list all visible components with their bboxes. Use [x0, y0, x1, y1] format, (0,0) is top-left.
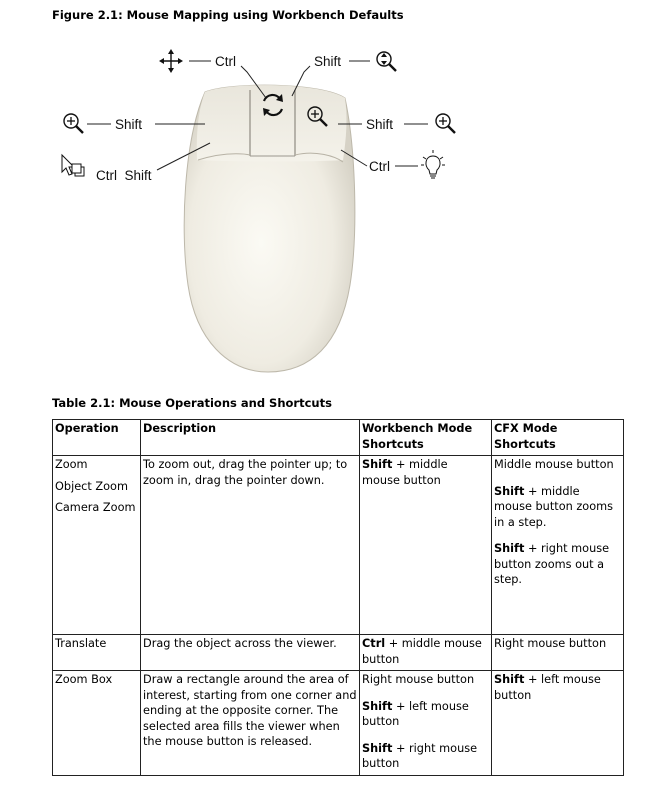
- mouse-illustration: [184, 85, 355, 372]
- shortcut-text: + left mouse button: [362, 699, 469, 728]
- ctrl-right-label: Ctrl: [369, 159, 390, 174]
- select-cursor-icon: [62, 155, 84, 176]
- cell-description: [141, 456, 360, 635]
- header-operation: Operation: [53, 420, 141, 456]
- desc-zoom-box: Draw a rectangle around the area of interest, starting from one corner and ending at the opposite corner. The selected area fills the viewer when the mouse button is released.: [143, 673, 357, 748]
- shortcut-text: + middle mouse button: [362, 637, 482, 666]
- table-row-translate: [53, 635, 624, 671]
- wb-zoombox-2: [362, 699, 489, 730]
- header-cfx: CFX Mode Shortcuts: [492, 420, 624, 456]
- key-ctrl: Ctrl: [362, 637, 386, 650]
- shortcut-text: + left mouse button: [494, 673, 601, 702]
- cfx-zoom-2: [494, 484, 621, 531]
- table-row-zoom: [53, 456, 624, 635]
- key-shift: Shift: [494, 484, 525, 498]
- header-workbench: Workbench Mode Shortcuts: [360, 420, 492, 456]
- cell-workbench: [360, 635, 492, 671]
- wb-zoombox-1: Right mouse button: [362, 673, 475, 686]
- shift-top-label: Shift: [314, 54, 342, 69]
- ctrl-top-label: Ctrl: [215, 54, 236, 69]
- mouse-operations-table: [52, 419, 624, 776]
- key-shift: Shift: [494, 673, 525, 686]
- key-shift: Shift: [362, 458, 393, 471]
- cfx-zoombox: [494, 672, 621, 703]
- cell-description: Drag the object across the viewer.: [141, 635, 360, 671]
- shortcut-text: + middle mouse button: [362, 458, 448, 487]
- light-bulb-icon: [421, 150, 445, 178]
- cell-workbench: [360, 456, 492, 635]
- zoom-in-icon: [64, 114, 83, 133]
- op-camera-zoom: Camera Zoom: [55, 501, 136, 514]
- table-header-row: [53, 420, 624, 456]
- wb-zoom: [362, 457, 489, 488]
- shortcut-text: + middle mouse button zooms in a step.: [494, 484, 613, 529]
- header-description: Description: [141, 420, 360, 456]
- zoom-step-icon: [377, 52, 396, 71]
- table-row-zoom-box: [53, 671, 624, 776]
- cell-operation: Zoom Box: [53, 671, 141, 776]
- move-icon: [159, 49, 183, 73]
- wb-zoombox-3: [362, 741, 489, 772]
- cell-cfx: [492, 671, 624, 776]
- cell-operation: Translate: [53, 635, 141, 671]
- ctrl-shift-left-label: Ctrl Shift: [96, 168, 152, 183]
- wb-translate: [362, 636, 489, 667]
- op-object-zoom: Object Zoom: [55, 479, 128, 493]
- desc-zoom: To zoom out, drag the pointer up; to zoom in, drag the pointer down.: [143, 458, 348, 487]
- zoom-box-icon: [436, 114, 455, 133]
- cfx-zoom-3: [494, 541, 621, 588]
- cfx-zoom-1: Middle mouse button: [494, 458, 614, 471]
- cell-workbench: [360, 671, 492, 776]
- table-caption: Table 2.1: Mouse Operations and Shortcuts: [52, 396, 332, 410]
- shift-left-label: Shift: [115, 117, 143, 132]
- cell-cfx: Right mouse button: [492, 635, 624, 671]
- key-shift: Shift: [494, 542, 525, 555]
- cell-operation: [53, 456, 141, 635]
- key-shift: Shift: [362, 741, 393, 755]
- mouse-mapping-figure: [0, 0, 670, 390]
- cell-cfx: [492, 456, 624, 635]
- shift-right-label: Shift: [366, 117, 394, 132]
- shortcut-text: + right mouse button zooms out a step.: [494, 542, 610, 586]
- cell-description: [141, 671, 360, 776]
- key-shift: Shift: [362, 699, 393, 713]
- op-zoom: Zoom: [55, 458, 88, 471]
- shortcut-text: + right mouse button: [362, 741, 478, 770]
- figure-caption: Figure 2.1: Mouse Mapping using Workbench Defaults: [52, 8, 404, 22]
